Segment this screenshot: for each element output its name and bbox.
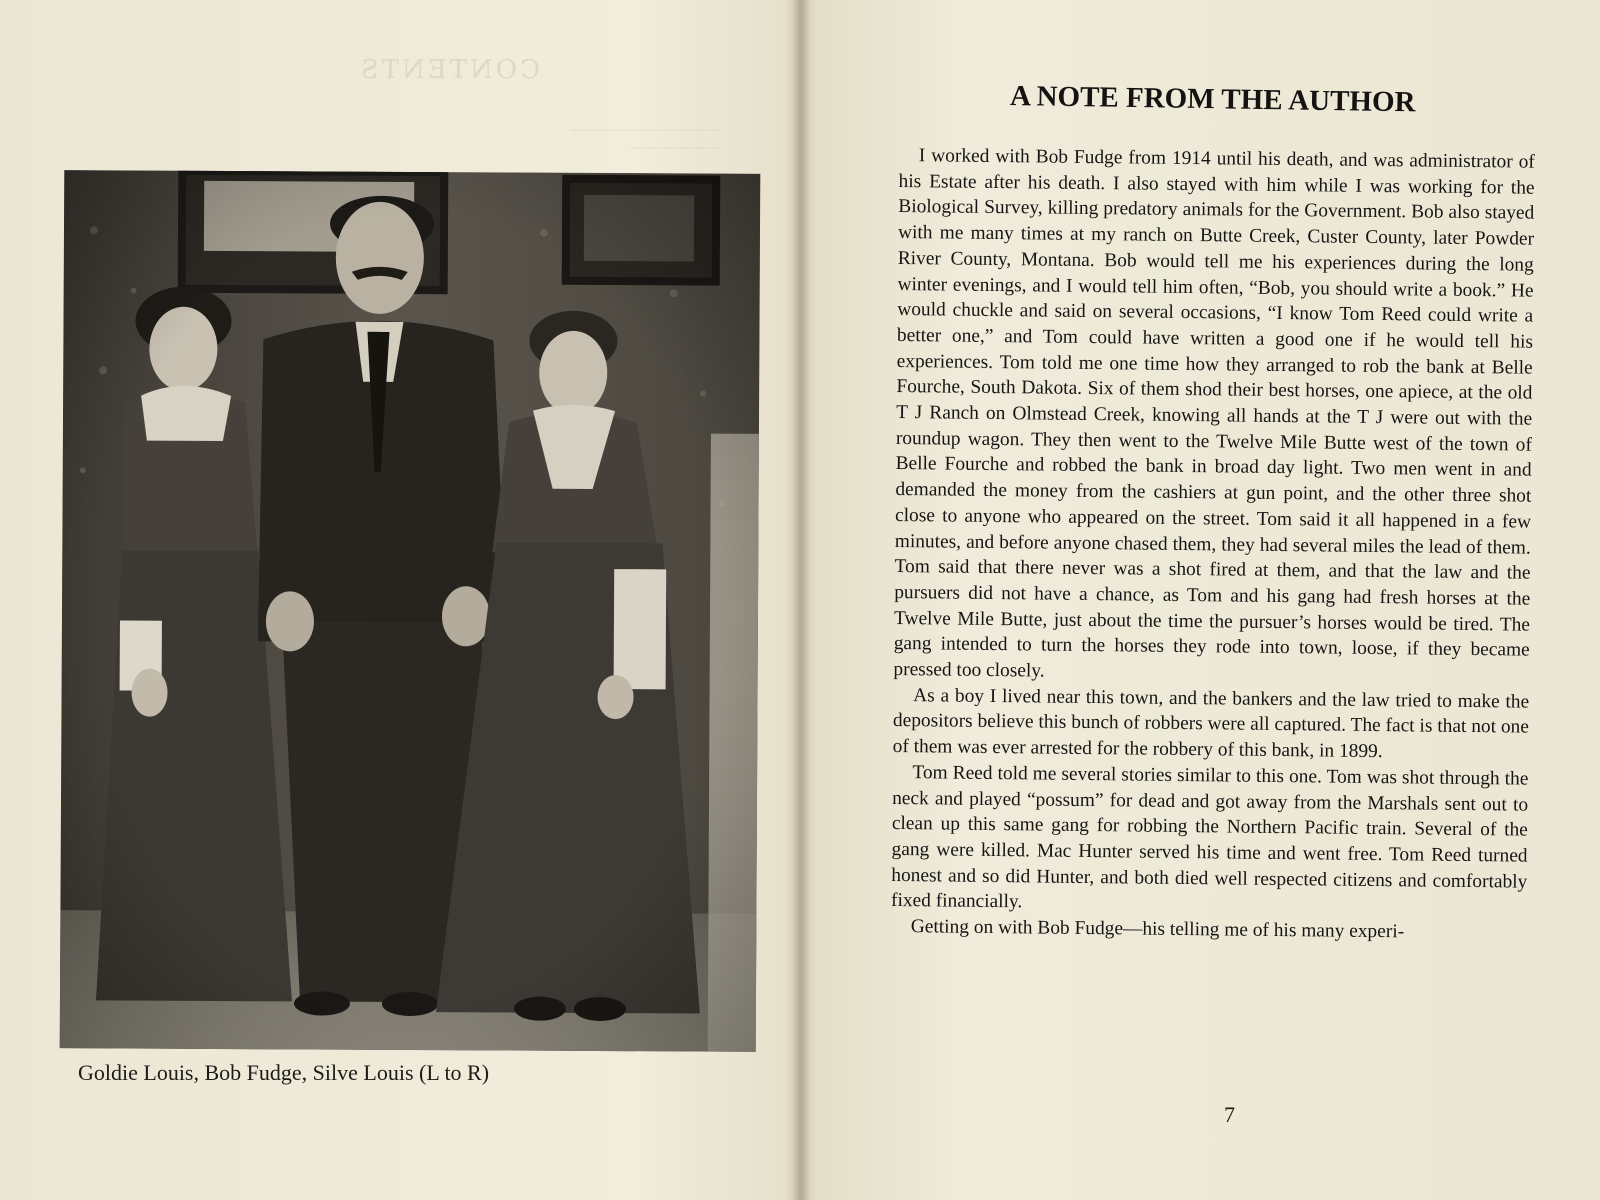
bleed-through-text: CONTENTS bbox=[357, 55, 540, 85]
bleed-through-lines: —————————— —————— bbox=[570, 120, 720, 156]
body-text bbox=[891, 143, 1535, 946]
chapter-title: A NOTE FROM THE AUTHOR bbox=[1009, 80, 1416, 119]
paragraph-2: As a boy I lived near this town, and the bankers and the law tried to make the depositors believe this bunch of robbers were all captured. The fact is that not one of them was ever arrested for the robbery of this bank, in 1899. bbox=[892, 684, 1530, 763]
paragraph-4: Getting on with Bob Fudge—his telling me of his many experi- bbox=[910, 916, 1405, 943]
paragraph-3: Tom Reed told me several stories similar to this one. Tom was shot through the neck and played “possum” for dead and got away from the Marshals sent out to clean up this same gang for robbing the Northern Pacific train. Several of the gang were killed. Mac Hunter served his time and went free. Tom Reed turned honest and so did Hunter, and both died well respected citizens and comfortably fixed financially. bbox=[890, 762, 1529, 913]
paragraph-1: I worked with Bob Fudge from 1914 until his death, and was administrator of his Estate after his death. I also stayed with him while I was working for the Biological Survey, killing predatory animals for the Government. Bob also stayed with me many times at my ranch on Butte Creek, Custer County, later Powder River County, Montana. Bob would tell me his experiences during the long winter evenings, and I would tell him often, “Bob, you should write a book.” He would chuckle and said on several occasions, “I know Tom Reed could write a better one,” and Tom could have written a good one if he would tell his experiences. Tom told me one time how they arranged to rob the bank at Belle Fourche, South Dakota. Six of them shod their best horses, one apiece, at the old T J Ranch on Olmstead Creek, knowing all hands at the T J were out with the roundup wagon. They then went to the Twelve Mile Butte west of the town of Belle Fourche and robbed the bank in broad day light. Two men went in and demanded the money from the cashiers at gun point, and the other three shot close to anyone who appeared on the street. Tom said it all happened in a few minutes, and before anyone chased them, they had several miles the lead of them. Tom said that there never was a shot fired at them, and that the law and the pursuers did not have a chance, as Tom and his gang had fresh horses at the Twelve Mile Butte, just about the time the pursuer’s horses would be tired. The gang intended to turn the horses they rode into town, loose, if they became pressed too closely. bbox=[893, 145, 1535, 682]
historical-photograph bbox=[60, 170, 761, 1052]
page-number: 7 bbox=[1224, 1102, 1235, 1127]
photo-caption: Goldie Louis, Bob Fudge, Silve Louis (L to R) bbox=[78, 1060, 490, 1085]
